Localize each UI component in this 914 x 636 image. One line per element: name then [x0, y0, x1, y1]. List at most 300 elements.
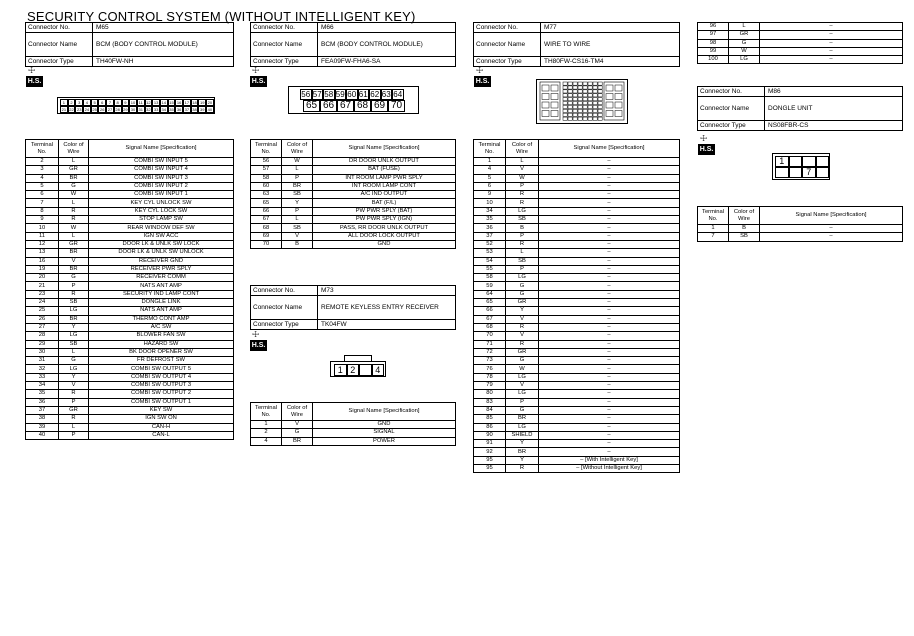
signal-cell: DONGLE LINK	[89, 299, 234, 307]
table-row	[474, 382, 680, 390]
connector-face-m73	[330, 361, 386, 377]
pin-cell: 61	[358, 90, 368, 99]
connector-no-label: Connector No.	[251, 23, 318, 32]
terminal-cell: 100	[698, 56, 729, 64]
terminal-cell: 95	[474, 456, 506, 464]
signal-cell: INT ROOM LAMP PWR SPLY	[313, 174, 456, 182]
terminal-table-m65	[25, 139, 234, 440]
color-cell: R	[506, 323, 539, 331]
terminal-cell: 86	[474, 423, 506, 431]
table-row	[251, 216, 456, 224]
signal-cell: –	[539, 216, 680, 224]
signal-cell: PW PWR SPLY (IGN)	[313, 216, 456, 224]
terminal-cell: 79	[474, 382, 506, 390]
table-row	[26, 158, 234, 166]
connector-no-value: M73	[321, 287, 334, 294]
color-cell: SB	[506, 257, 539, 265]
color-cell: L	[59, 232, 89, 240]
signal-cell: –	[539, 299, 680, 307]
table-row	[251, 191, 456, 199]
signal-cell: HAZARD SW	[89, 340, 234, 348]
terminal-cell: 34	[26, 382, 59, 390]
terminal-cell: 4	[474, 166, 506, 174]
terminal-table-m66	[250, 139, 456, 249]
color-cell: L	[59, 348, 89, 356]
terminal-cell: 60	[251, 182, 282, 190]
pin-cell: 1	[775, 156, 789, 167]
pin-cell	[816, 167, 830, 178]
color-cell: Y	[282, 199, 313, 207]
connector-name-value: REMOTE KEYLESS ENTRY RECEIVER	[321, 304, 439, 311]
connector-no-value: M77	[544, 24, 557, 31]
color-cell: SB	[59, 299, 89, 307]
table-row	[474, 299, 680, 307]
color-cell: GR	[506, 348, 539, 356]
table-row	[251, 437, 456, 445]
terminal-cell: 6	[26, 191, 59, 199]
table-row	[26, 340, 234, 348]
table-row	[26, 373, 234, 381]
signal-cell: –	[539, 265, 680, 273]
pin-cell: 7	[106, 99, 114, 106]
color-cell: P	[282, 174, 313, 182]
terminal-cell: 72	[474, 348, 506, 356]
pin-cell: 33	[153, 107, 159, 112]
signal-cell: COMBI SW OUTPUT 4	[89, 373, 234, 381]
color-cell: P	[506, 398, 539, 406]
pin-cell	[789, 167, 803, 178]
pin-cell: 40	[207, 107, 213, 112]
color-cell: P	[59, 282, 89, 290]
signal-cell: BAT (F/L)	[313, 199, 456, 207]
signal-cell: –	[539, 332, 680, 340]
signal-cell: DR DOOR UNLK OUTPUT	[313, 158, 456, 166]
signal-cell: –	[539, 340, 680, 348]
harness-side-icon: ☩ H.S.	[475, 66, 490, 85]
signal-cell: STOP LAMP SW	[89, 216, 234, 224]
signal-cell: –	[760, 233, 903, 241]
table-row	[474, 290, 680, 298]
col-color: Color of Wire	[729, 207, 760, 225]
terminal-cell: 97	[698, 31, 729, 39]
terminal-cell: 6	[474, 182, 506, 190]
signal-cell: –	[539, 249, 680, 257]
signal-cell: DOOR LK & UNLK SW UNLOCK	[89, 249, 234, 257]
signal-cell: –	[539, 257, 680, 265]
signal-cell: –	[539, 274, 680, 282]
connector-no-label: Connector No.	[474, 23, 541, 32]
color-cell: P	[59, 431, 89, 439]
pin-cell: 58	[324, 90, 334, 99]
color-cell: LG	[506, 423, 539, 431]
signal-cell: COMBI SW INPUT 3	[89, 174, 234, 182]
terminal-cell: 66	[251, 207, 282, 215]
table-row	[26, 315, 234, 323]
table-row	[474, 423, 680, 431]
connector-face-m66	[288, 86, 419, 114]
signal-cell: REAR WINDOW DEF SW	[89, 224, 234, 232]
table-row	[474, 365, 680, 373]
signal-cell: –	[539, 398, 680, 406]
table-row	[26, 232, 234, 240]
pin-cell: 23	[76, 107, 82, 112]
table-row	[474, 182, 680, 190]
col-color: Color of Wire	[282, 403, 313, 421]
signal-cell: –	[539, 182, 680, 190]
table-row	[251, 199, 456, 207]
page-title: SECURITY CONTROL SYSTEM (WITHOUT INTELLIGENT KEY)	[27, 9, 416, 24]
pin-cell: 4	[83, 99, 91, 106]
table-row	[474, 232, 680, 240]
terminal-cell: 37	[474, 232, 506, 240]
pin-cell: 26	[100, 107, 105, 112]
signal-cell: –	[539, 431, 680, 439]
terminal-cell: 25	[26, 307, 59, 315]
terminal-cell: 37	[26, 406, 59, 414]
signal-cell: NATS ANT AMP	[89, 282, 234, 290]
color-cell: SHIELD	[506, 431, 539, 439]
color-cell: R	[506, 199, 539, 207]
pin-cell: 9	[122, 99, 130, 106]
pin-cell: 68	[354, 100, 371, 112]
terminal-cell: 34	[474, 207, 506, 215]
color-cell: G	[506, 406, 539, 414]
table-row	[474, 265, 680, 273]
terminal-cell: 84	[474, 406, 506, 414]
signal-cell: –	[760, 31, 903, 39]
terminal-cell: 95	[474, 464, 506, 472]
signal-cell: KEY CYL UNLOCK SW	[89, 199, 234, 207]
table-row	[26, 199, 234, 207]
pin-cell: 14	[161, 100, 166, 105]
color-cell: Y	[506, 456, 539, 464]
terminal-cell: 40	[26, 431, 59, 439]
terminal-cell: 23	[26, 290, 59, 298]
table-row	[26, 191, 234, 199]
table-row	[474, 207, 680, 215]
color-cell: B	[282, 240, 313, 248]
signal-cell: –	[760, 56, 903, 64]
col-terminal: Terminal No.	[251, 140, 282, 158]
signal-cell: PW PWR SPLY (BAT)	[313, 207, 456, 215]
terminal-cell: 30	[26, 348, 59, 356]
pin-cell: 24	[84, 107, 90, 112]
terminal-cell: 54	[474, 257, 506, 265]
signal-cell: RECEIVER COMM	[89, 274, 234, 282]
terminal-cell: 7	[26, 199, 59, 207]
color-cell: G	[59, 357, 89, 365]
color-cell: G	[729, 39, 760, 47]
pin-cell: 66	[320, 100, 337, 112]
pin-cell: 27	[107, 107, 113, 112]
color-cell: V	[506, 315, 539, 323]
connector-no-label: Connector No.	[698, 87, 765, 96]
terminal-cell: 11	[26, 232, 59, 240]
connector-type-value: NS08FBR-CS	[768, 122, 809, 129]
terminal-cell: 28	[26, 332, 59, 340]
pin-cell: 64	[393, 90, 403, 99]
table-row	[26, 406, 234, 414]
terminal-cell: 13	[26, 249, 59, 257]
table-row	[474, 224, 680, 232]
connector-type-label: Connector Type	[474, 57, 541, 66]
terminal-cell: 1	[251, 421, 282, 429]
pin-cell	[802, 156, 816, 167]
pin-cell: 31	[138, 107, 143, 112]
color-cell: SB	[729, 233, 760, 241]
pin-cell: 65	[303, 100, 320, 112]
signal-cell: GND	[313, 240, 456, 248]
terminal-cell: 5	[474, 174, 506, 182]
signal-cell: ALL DOOR LOCK OUTPUT	[313, 232, 456, 240]
color-cell: W	[59, 224, 89, 232]
terminal-cell: 67	[251, 216, 282, 224]
terminal-cell: 1	[698, 225, 729, 233]
signal-cell: –	[539, 191, 680, 199]
table-row	[26, 390, 234, 398]
color-cell: W	[506, 365, 539, 373]
table-row	[474, 315, 680, 323]
signal-cell: –	[760, 39, 903, 47]
terminal-cell: 85	[474, 415, 506, 423]
color-cell: LG	[59, 365, 89, 373]
color-cell: BR	[506, 448, 539, 456]
pin-cell: 12	[146, 100, 151, 105]
pin-cell: 8	[114, 99, 122, 106]
table-row	[26, 299, 234, 307]
signal-cell: COMBI SW INPUT 5	[89, 158, 234, 166]
connector-type-label: Connector Type	[251, 320, 318, 329]
col-color: Color of Wire	[282, 140, 313, 158]
color-cell: R	[506, 464, 539, 472]
table-row	[474, 415, 680, 423]
pin-cell: 5	[91, 99, 99, 106]
color-cell: LG	[506, 207, 539, 215]
pin-cell: 16	[176, 100, 182, 105]
color-cell: R	[506, 191, 539, 199]
terminal-cell: 9	[474, 191, 506, 199]
table-row	[26, 365, 234, 373]
signal-cell: KEY CYL LOCK SW	[89, 207, 234, 215]
signal-cell: A/C SW	[89, 323, 234, 331]
signal-cell: COMBI SW OUTPUT 3	[89, 382, 234, 390]
connector-type-label: Connector Type	[251, 57, 318, 66]
pin-cell: 35	[169, 107, 174, 112]
color-cell: W	[729, 47, 760, 55]
terminal-cell: 53	[474, 249, 506, 257]
connector-no-value: M66	[321, 24, 334, 31]
terminal-cell: 2	[26, 158, 59, 166]
table-row	[698, 233, 903, 241]
pin-cell: 37	[184, 107, 190, 112]
terminal-cell: 58	[251, 174, 282, 182]
signal-cell: –	[760, 225, 903, 233]
signal-cell: –	[539, 199, 680, 207]
signal-cell: –	[760, 47, 903, 55]
table-row	[474, 282, 680, 290]
col-terminal: Terminal No.	[26, 140, 59, 158]
table-row	[26, 415, 234, 423]
color-cell: Y	[59, 373, 89, 381]
connector-no-value: M65	[96, 24, 109, 31]
pin-cell: 34	[161, 107, 166, 112]
color-cell: BR	[59, 265, 89, 273]
table-row	[251, 421, 456, 429]
pin-cell: 59	[335, 90, 345, 99]
color-cell: R	[59, 415, 89, 423]
signal-cell: –	[539, 232, 680, 240]
signal-cell: –	[539, 423, 680, 431]
table-row	[474, 456, 680, 464]
terminal-cell: 65	[474, 299, 506, 307]
table-row	[26, 207, 234, 215]
table-row	[474, 307, 680, 315]
table-row	[26, 348, 234, 356]
color-cell: SB	[506, 216, 539, 224]
table-row	[474, 323, 680, 331]
connector-type-value: TH40FW-NH	[96, 58, 134, 65]
harness-side-icon: ☩ H.S.	[699, 134, 714, 153]
connector-face-m77	[536, 79, 628, 124]
terminal-cell: 31	[26, 357, 59, 365]
signal-cell: –	[539, 357, 680, 365]
signal-cell: BLOWER FAN SW	[89, 332, 234, 340]
signal-cell: –	[539, 307, 680, 315]
terminal-cell: 35	[26, 390, 59, 398]
color-cell: G	[59, 182, 89, 190]
pin-cell: 56	[301, 90, 311, 99]
pin-cell: 63	[381, 90, 391, 99]
color-cell: LG	[506, 373, 539, 381]
terminal-cell: 65	[251, 199, 282, 207]
table-row	[474, 257, 680, 265]
color-cell: BR	[506, 415, 539, 423]
terminal-cell: 69	[251, 232, 282, 240]
signal-cell: COMBI SW INPUT 1	[89, 191, 234, 199]
pin-cell: 11	[138, 100, 143, 105]
terminal-cell: 27	[26, 323, 59, 331]
terminal-cell: 36	[474, 224, 506, 232]
signal-cell: –	[760, 23, 903, 31]
signal-cell: COMBI SW INPUT 2	[89, 182, 234, 190]
table-row	[698, 31, 903, 39]
terminal-cell: 24	[26, 299, 59, 307]
connector-name-value: BCM (BODY CONTROL MODULE)	[321, 41, 423, 48]
connector-no-label: Connector No.	[26, 23, 93, 32]
signal-cell: –	[539, 348, 680, 356]
color-cell: W	[59, 191, 89, 199]
signal-cell: –	[539, 406, 680, 414]
color-cell: G	[506, 290, 539, 298]
color-cell: V	[59, 257, 89, 265]
color-cell: W	[282, 158, 313, 166]
signal-cell: –	[539, 166, 680, 174]
color-cell: G	[506, 357, 539, 365]
color-cell: P	[506, 232, 539, 240]
table-row	[26, 257, 234, 265]
color-cell: BR	[282, 182, 313, 190]
table-row	[251, 174, 456, 182]
color-cell: G	[506, 282, 539, 290]
connector-name-value: DONGLE UNIT	[768, 105, 813, 112]
terminal-cell: 59	[474, 282, 506, 290]
col-terminal: Terminal No.	[251, 403, 282, 421]
color-cell: L	[59, 199, 89, 207]
pin-cell: 6	[98, 99, 106, 106]
pin-cell: 60	[347, 90, 357, 99]
terminal-cell: 29	[26, 340, 59, 348]
color-cell: R	[59, 207, 89, 215]
harness-side-icon: ☩ H.S.	[251, 66, 266, 85]
connector-type-label: Connector Type	[26, 57, 93, 66]
signal-cell: RECEIVER PWR SPLY	[89, 265, 234, 273]
terminal-cell: 57	[251, 166, 282, 174]
signal-cell: COMBI SW OUTPUT 2	[89, 390, 234, 398]
table-row	[698, 39, 903, 47]
color-cell: Y	[59, 323, 89, 331]
terminal-cell: 3	[26, 166, 59, 174]
pin-cell: 32	[146, 107, 151, 112]
signal-cell: –	[539, 440, 680, 448]
terminal-cell: 73	[474, 357, 506, 365]
signal-cell: –	[539, 290, 680, 298]
col-terminal: Terminal No.	[698, 207, 729, 225]
color-cell: GR	[59, 166, 89, 174]
pin-cell: 62	[370, 90, 380, 99]
connector-no-label: Connector No.	[251, 286, 318, 295]
terminal-cell: 99	[698, 47, 729, 55]
pin-cell: 15	[169, 100, 174, 105]
signal-cell: –	[539, 207, 680, 215]
col-color: Color of Wire	[59, 140, 89, 158]
signal-cell: NATS ANT AMP	[89, 307, 234, 315]
terminal-cell: 36	[26, 398, 59, 406]
terminal-cell: 39	[26, 423, 59, 431]
signal-cell: KEY SW	[89, 406, 234, 414]
signal-cell: –	[539, 365, 680, 373]
connector-header-m86	[697, 86, 903, 131]
color-cell: L	[282, 166, 313, 174]
pin-cell: 1	[60, 99, 68, 106]
color-cell: P	[59, 398, 89, 406]
connector-name-label: Connector Name	[698, 97, 765, 120]
terminal-cell: 80	[474, 390, 506, 398]
color-cell: LG	[506, 274, 539, 282]
color-cell: V	[282, 421, 313, 429]
signal-cell: COMBI SW OUTPUT 1	[89, 398, 234, 406]
table-row	[26, 249, 234, 257]
signal-cell: COMBI SW INPUT 4	[89, 166, 234, 174]
terminal-cell: 4	[26, 174, 59, 182]
color-cell: P	[506, 182, 539, 190]
pin-cell	[359, 364, 372, 376]
color-cell: BR	[59, 315, 89, 323]
color-cell: R	[59, 390, 89, 398]
terminal-cell: 63	[251, 191, 282, 199]
connector-name-value: WIRE TO WIRE	[544, 41, 591, 48]
color-cell: L	[282, 216, 313, 224]
table-row	[26, 174, 234, 182]
table-row	[251, 158, 456, 166]
terminal-cell: 58	[474, 274, 506, 282]
table-row	[474, 348, 680, 356]
pin-cell: 2	[347, 364, 360, 376]
color-cell: B	[506, 224, 539, 232]
connector-type-value: FEA09FW-FHA6-SA	[321, 58, 381, 65]
color-cell: BR	[59, 249, 89, 257]
terminal-cell: 55	[474, 265, 506, 273]
table-row	[474, 240, 680, 248]
